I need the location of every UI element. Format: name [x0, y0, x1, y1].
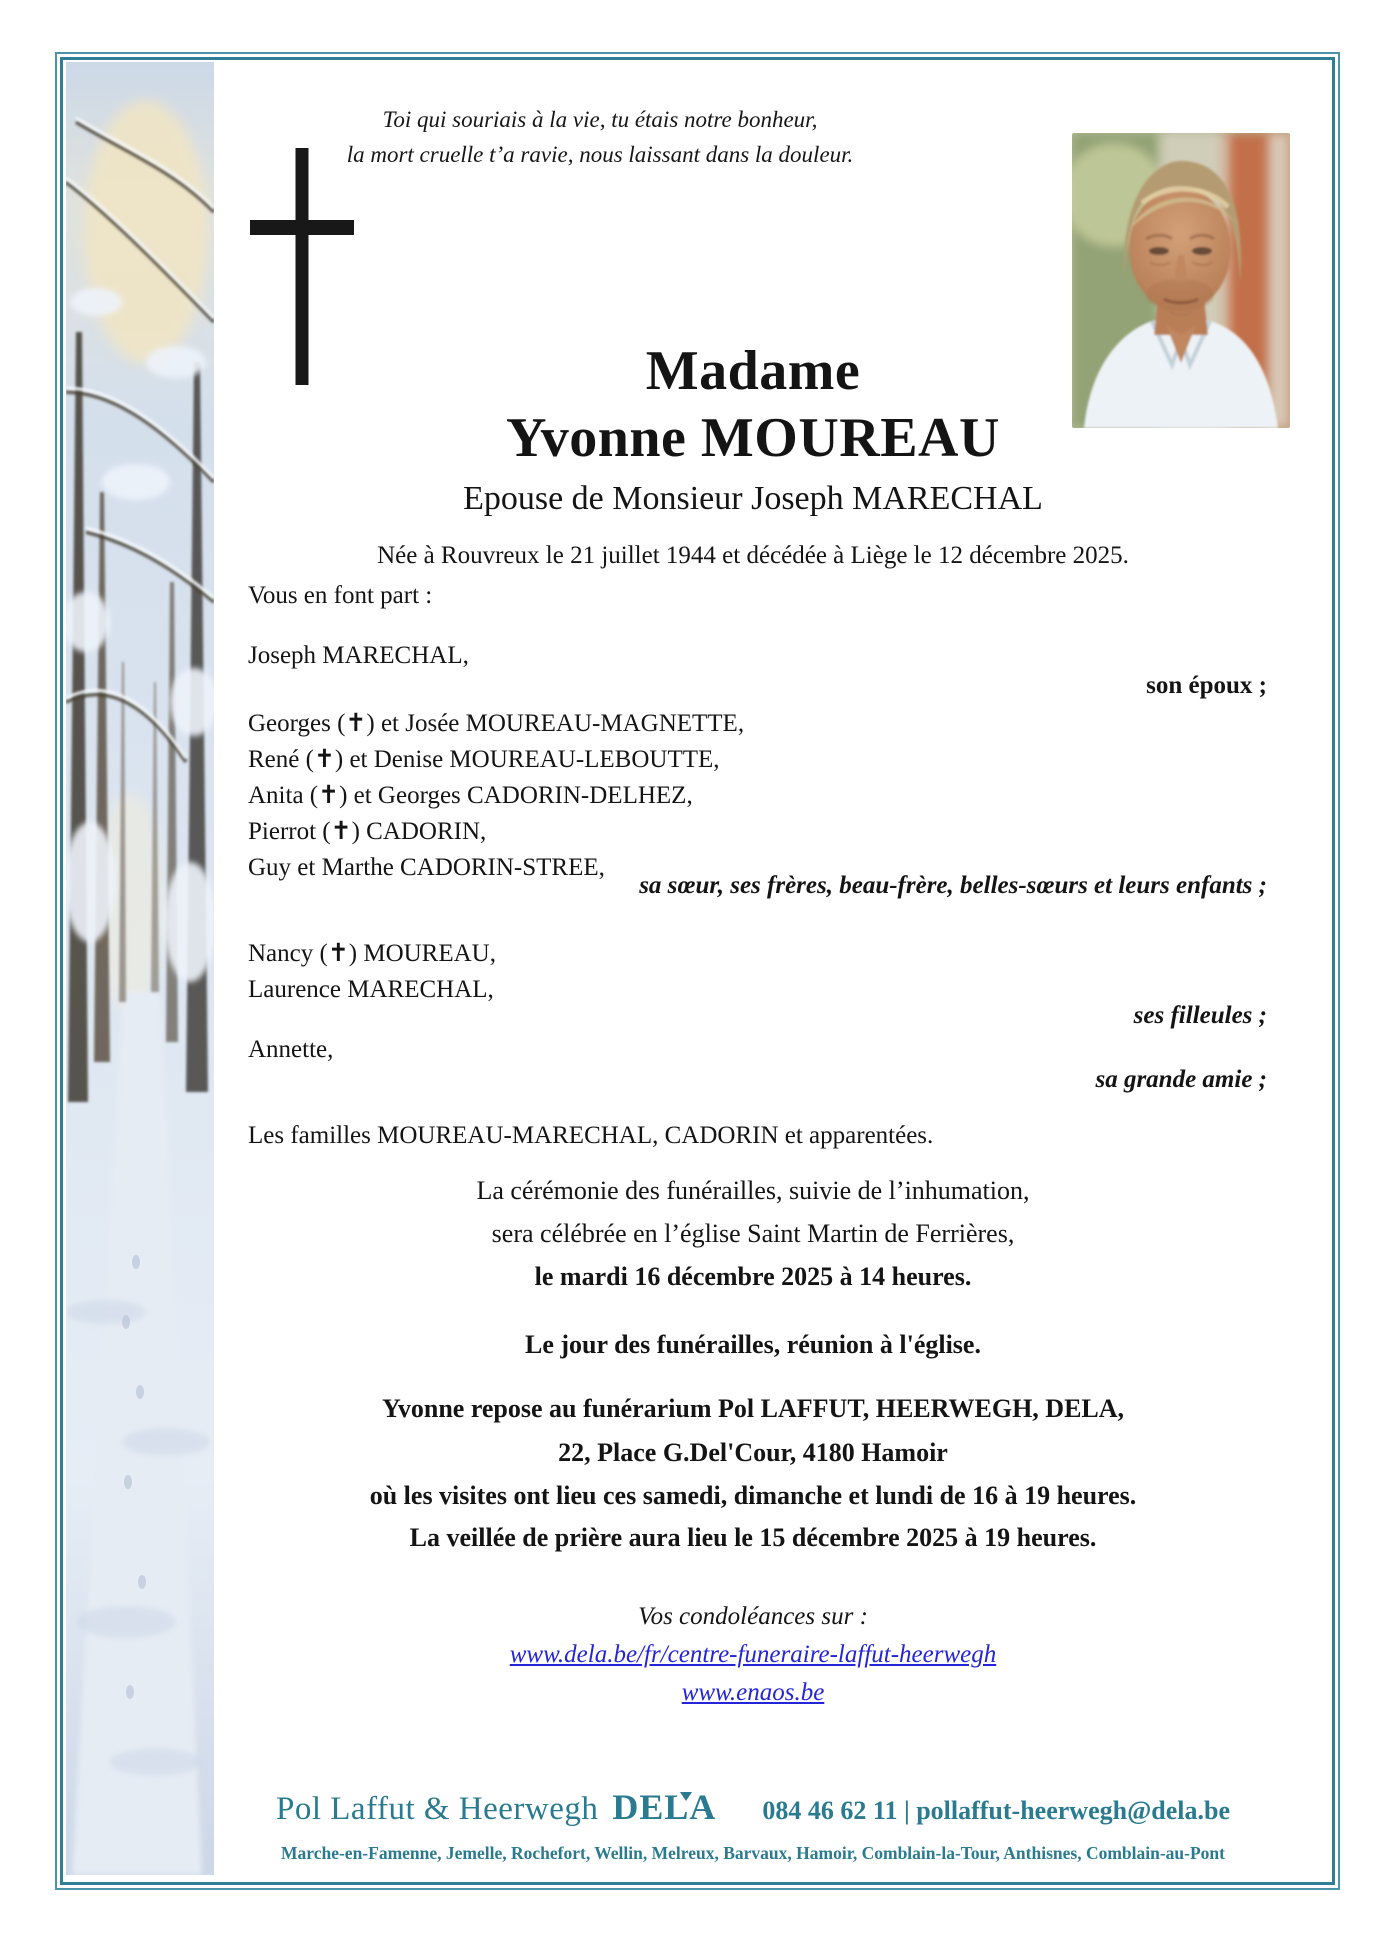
goddaughter-line: Nancy (✝) MOUREAU, [248, 940, 496, 967]
epitaph [310, 103, 890, 172]
husband-name: Joseph MARECHAL, [248, 642, 469, 669]
husband-relation: son époux ; [1146, 672, 1267, 699]
goddaughter-line: Laurence MARECHAL, [248, 976, 494, 1003]
footer-locations: Marche-en-Famenne, Jemelle, Rochefort, Wellin, Melreux, Barvaux, Hamoir, Comblain-la-Tour, Anthisnes, Comblain-au-Pont [280, 1843, 1225, 1863]
funeral-home-brand: Pol Laffut & Heerwegh [276, 1791, 599, 1827]
title-block [248, 338, 1258, 570]
sibling-line: Pierrot (✝) CADORIN, [248, 818, 487, 845]
reunion-line: Le jour des funérailles, réunion à l'église. [525, 1330, 981, 1359]
sibling-line: Georges (✝) et Josée MOUREAU-MAGNETTE, [248, 710, 745, 737]
goddaughters-list [248, 936, 1267, 1008]
condolences-link-enaos[interactable]: www.enaos.be [681, 1679, 825, 1706]
title-madame: Madame [645, 340, 861, 402]
birth-death-line: Née à Rouvreux le 21 juillet 1944 et décédée à Liège le 12 décembre 2025. [377, 542, 1129, 570]
condolences-label: Vos condoléances sur : [638, 1603, 868, 1630]
footer-contact: 084 46 62 11 | pollaffut-heerwegh@dela.be [762, 1796, 1230, 1825]
deceased-name: Yvonne MOUREAU [506, 407, 1000, 470]
dela-logo: DELA [612, 1787, 717, 1827]
winter-path-photo [66, 62, 214, 1875]
visits-line: où les visites ont lieu ces samedi, dimanche et lundi de 16 à 19 heures. [369, 1481, 1137, 1510]
sibling-line: Anita (✝) et Georges CADORIN-DELHEZ, [248, 782, 693, 809]
ceremony-line-2: sera célébrée en l’église Saint Martin de Ferrières, [491, 1219, 1015, 1248]
sibling-line: René (✝) et Denise MOUREAU-LEBOUTTE, [248, 746, 720, 773]
spouse-line: Epouse de Monsieur Joseph MARECHAL [463, 480, 1043, 518]
families-line: Les familles MOUREAU-MARECHAL, CADORIN et apparentées. [248, 1122, 934, 1149]
epitaph-line-1: Toi qui souriais à la vie, tu étais notre bonheur, [382, 107, 818, 132]
announcement-intro: Vous en font part : [248, 582, 433, 609]
sibling-line: Guy et Marthe CADORIN-STREE, [248, 854, 605, 881]
dela-logo-triangle-icon [680, 1792, 692, 1801]
vigil-line: La veillée de prière aura lieu le 15 décembre 2025 à 19 heures. [409, 1523, 1097, 1552]
condolences-block [248, 1598, 1258, 1712]
funeral-home-footer [248, 1786, 1258, 1828]
funeral-home-address: 22, Place G.Del'Cour, 4180 Hamoir [558, 1438, 948, 1467]
repose-line: Yvonne repose au funérarium Pol LAFFUT, HEERWEGH, DELA, [381, 1394, 1125, 1423]
siblings-list [248, 706, 1267, 886]
siblings-relation: sa sœur, ses frères, beau-frère, belles-sœurs et leurs enfants ; [639, 872, 1267, 899]
friend-name: Annette, [248, 1036, 334, 1063]
ceremony-date-line: le mardi 16 décembre 2025 à 14 heures. [534, 1262, 972, 1291]
epitaph-line-2: la mort cruelle t’a ravie, nous laissant dans la douleur. [346, 141, 854, 167]
condolences-link-dela[interactable]: www.dela.be/fr/centre-funeraire-laffut-heerwegh [509, 1641, 997, 1668]
friend-relation: sa grande amie ; [1095, 1066, 1267, 1093]
goddaughters-relation: ses filleules ; [1133, 1002, 1267, 1029]
ceremony-line-1: La cérémonie des funérailles, suivie de l’inhumation, [476, 1176, 1030, 1205]
